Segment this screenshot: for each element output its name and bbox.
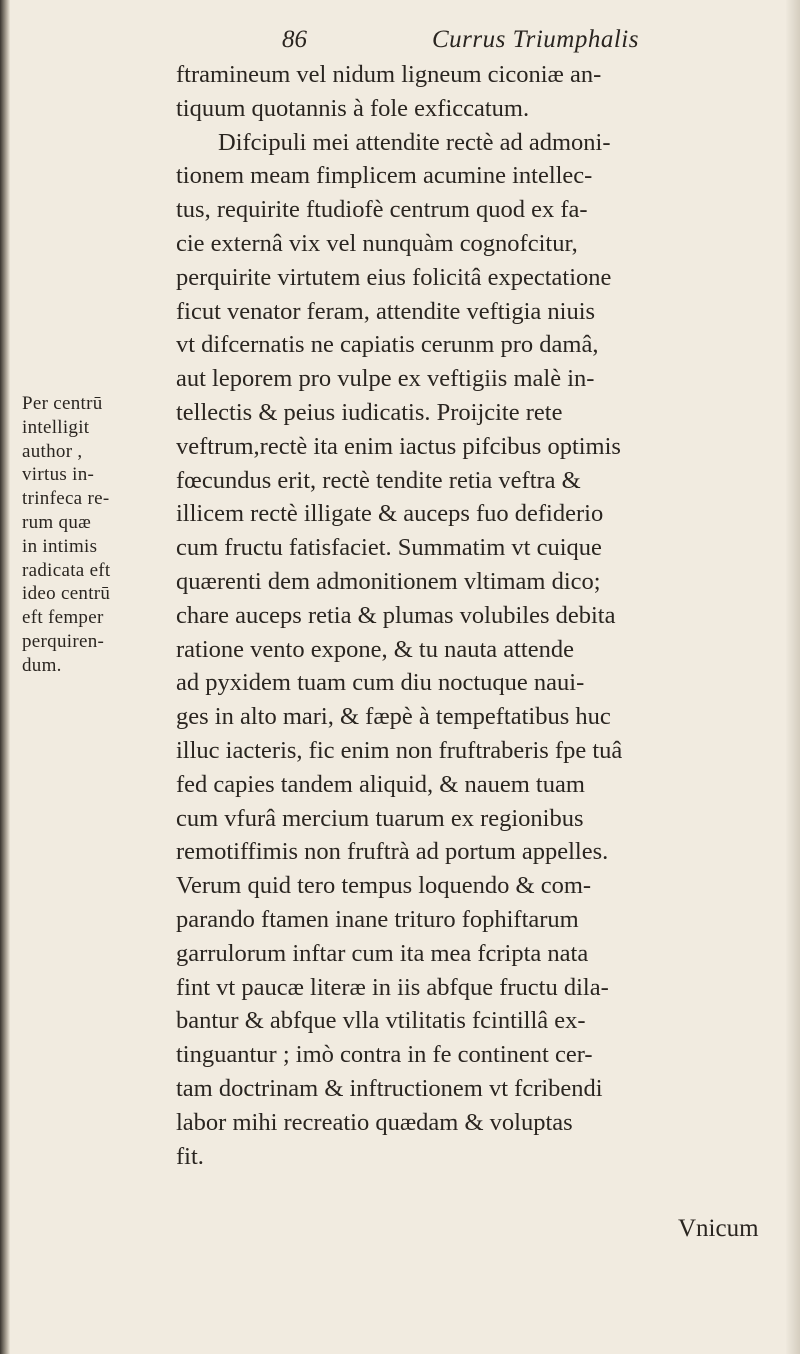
- text-line: cie externâ vix vel nunquàm cognofcitur,: [176, 229, 578, 257]
- marginal-note-line: dum.: [22, 654, 62, 676]
- marginal-note-line: radicata eft: [22, 559, 111, 581]
- text-line: Verum quid tero tempus loquendo & com-: [176, 872, 592, 900]
- text-line: cum fructu fatisfaciet. Summatim vt cuique: [176, 534, 602, 562]
- text-line: tinguantur ; imò contra in fe continent cer-: [176, 1041, 593, 1069]
- text-line: ges in alto mari, & fæpè à tempeftatibus huc: [176, 703, 611, 731]
- text-line: illicem rectè illigate & auceps fuo defiderio: [176, 500, 604, 528]
- page-right-edge: [786, 0, 800, 1354]
- text-line: ratione vento expone, & tu nauta attende: [176, 635, 574, 663]
- text-line: illuc iacteris, fic enim non fruftraberis fpe tuâ: [176, 736, 623, 764]
- marginal-note-line: ideo centrū: [22, 583, 111, 605]
- page-number: 86: [282, 26, 307, 53]
- text-line: fœcundus erit, rectè tendite retia veftra &: [176, 466, 581, 494]
- text-line: ftramineum vel nidum ligneum ciconiæ an-: [176, 61, 602, 88]
- text-line: vt difcernatis ne capiatis cerunm pro damâ,: [176, 331, 599, 359]
- marginal-note: [22, 392, 162, 678]
- text-line: tam doctrinam & inftructionem vt fcribendi: [176, 1074, 603, 1102]
- text-line: fint vt paucæ literæ in iis abfque fructu dila-: [176, 973, 609, 1001]
- marginal-note-line: rum quæ: [22, 511, 92, 533]
- text-line: quærenti dem admonitionem vltimam dico;: [176, 567, 601, 595]
- marginal-note-line: perquiren-: [22, 630, 105, 652]
- text-line: cum vfurâ mercium tuarum ex regionibus: [176, 804, 584, 832]
- text-line: veftrum,rectè ita enim iactus pifcibus optimis: [176, 432, 621, 460]
- text-line: tus, requirite ftudiofè centrum quod ex fa-: [176, 196, 588, 224]
- text-line: tionem meam fimplicem acumine intellec-: [176, 162, 593, 190]
- text-line: bantur & abfque vlla vtilitatis fcintillâ ex-: [176, 1007, 586, 1035]
- text-line: chare auceps retia & plumas volubiles debita: [176, 601, 616, 629]
- text-line: aut leporem pro vulpe ex veftigiis malè in-: [176, 365, 595, 393]
- marginal-note-line: intelligit: [22, 416, 90, 438]
- text-line: ad pyxidem tuam cum diu noctuque naui-: [176, 669, 585, 697]
- text-line: perquirite virtutem eius folicitâ expectatione: [176, 263, 612, 291]
- marginal-note-line: trinfeca re-: [22, 488, 110, 510]
- marginal-note-line: Per centrū: [22, 393, 103, 414]
- text-line: fed capies tandem aliquid, & nauem tuam: [176, 770, 585, 798]
- marginal-note-line: eft femper: [22, 607, 104, 629]
- text-line: ficut venator feram, attendite veftigia niuis: [176, 297, 596, 325]
- marginal-note-line: virtus in-: [22, 464, 95, 486]
- text-line: parando ftamen inane trituro fophiftarum: [176, 905, 579, 933]
- text-line: Difcipuli mei attendite rectè ad admoni-: [218, 128, 611, 156]
- text-line: tiquum quotannis à fole exficcatum.: [176, 94, 530, 122]
- running-title: Currus Triumphalis: [432, 26, 639, 53]
- catchword: Vnicum: [678, 1215, 759, 1242]
- text-line: garrulorum inftar cum ita mea fcripta nata: [176, 939, 589, 967]
- page-header: [282, 26, 712, 60]
- marginal-note-line: author ,: [22, 440, 83, 462]
- text-line: fit.: [176, 1142, 204, 1170]
- body-text: [176, 58, 770, 1173]
- page-left-edge: [0, 0, 10, 1354]
- marginal-note-line: in intimis: [22, 535, 98, 557]
- text-line: remotiffimis non fruftrà ad portum appelles.: [176, 838, 609, 866]
- text-line: tellectis & peius iudicatis. Proijcite rete: [176, 398, 563, 426]
- text-line: labor mihi recreatio quædam & voluptas: [176, 1108, 573, 1136]
